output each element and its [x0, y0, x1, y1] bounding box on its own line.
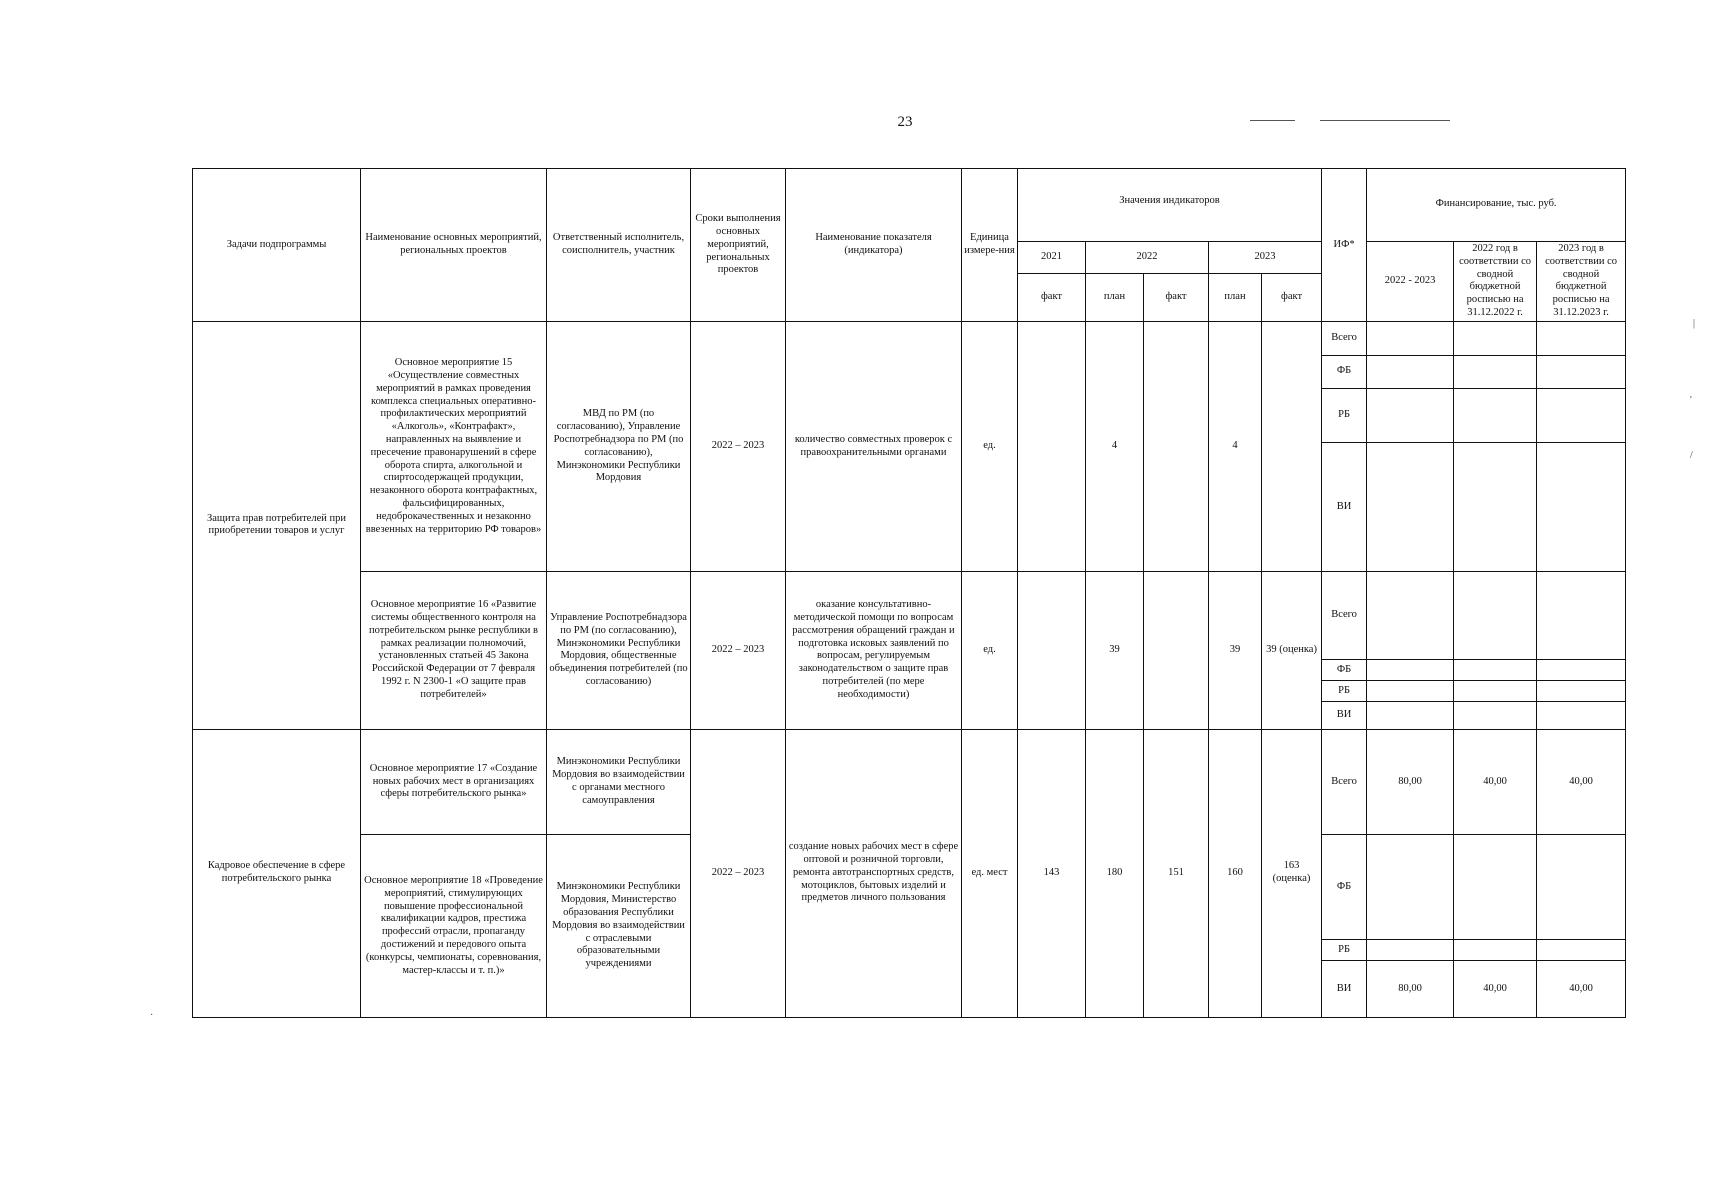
- fin-cell: [1367, 355, 1454, 388]
- measure-18-vi-2022: 40,00: [1454, 961, 1537, 1018]
- header-fact-2023: факт: [1262, 273, 1322, 321]
- fin-cell: [1537, 835, 1626, 940]
- header-year-2021: 2021: [1018, 241, 1086, 273]
- measure-17-18-terms: 2022 – 2023: [691, 729, 786, 1017]
- fin-cell: [1454, 940, 1537, 961]
- header-fact-2022: факт: [1144, 273, 1209, 321]
- measure-16-source-total: Всего: [1322, 572, 1367, 660]
- fin-cell: [1537, 388, 1626, 442]
- fin-cell: [1367, 681, 1454, 702]
- measure-17-18-fact-2023: 163 (оценка): [1262, 729, 1322, 1017]
- fin-cell: [1454, 355, 1537, 388]
- subprogram-table: [192, 168, 1626, 1018]
- measure-15-source-fb: ФБ: [1322, 355, 1367, 388]
- page-number: 23: [897, 114, 913, 130]
- scan-speck: |: [1693, 318, 1696, 329]
- measure-15-fact-2022: [1144, 322, 1209, 572]
- measure-17-18-indicator: создание новых рабочих мест в сфере оптовой и розничной торговли, ремонта автотранспортных средств, мотоциклов, бытовых изделий и предметов личного пользования: [786, 729, 962, 1017]
- fin-cell: [1537, 940, 1626, 961]
- measure-15-unit: ед.: [962, 322, 1018, 572]
- scan-speck: ': [1690, 395, 1692, 406]
- fin-cell: [1367, 572, 1454, 660]
- measure-15-plan-2023: 4: [1209, 322, 1262, 572]
- fin-cell: [1454, 835, 1537, 940]
- measure-17-name: Основное мероприятие 17 «Создание новых рабочих мест в организациях сферы потребительского рынка»: [361, 729, 547, 835]
- measure-17-18-fact-2021: 143: [1018, 729, 1086, 1017]
- header-task: Задачи подпрограммы: [193, 169, 361, 322]
- fin-cell: [1454, 660, 1537, 681]
- measure-15-source-vi: ВИ: [1322, 443, 1367, 572]
- measure-18-vi-2023: 40,00: [1537, 961, 1626, 1018]
- measure-18-source-vi: ВИ: [1322, 961, 1367, 1018]
- measure-16-executor: Управление Роспотребнадзора по РМ (по согласованию), Минэкономики Республики Мордовия, общественные объединения потребителей (по согласованию): [547, 572, 691, 729]
- fin-cell: [1454, 388, 1537, 442]
- header-indicator-values: Значения индикаторов: [1018, 169, 1322, 242]
- measure-16-plan-2023: 39: [1209, 572, 1262, 729]
- scan-speck: ·: [150, 1010, 154, 1021]
- task-consumer-protection: Защита прав потребителей при приобретении товаров и услуг: [193, 322, 361, 729]
- fin-cell: [1367, 322, 1454, 355]
- measure-17-source-total: Всего: [1322, 729, 1367, 835]
- measure-18-name: Основное мероприятие 18 «Проведение мероприятий, стимулирующих повышение профессиональной квалификации кадров, престижа профессий отрасли, пропаганду достижений и передового опыта (конкурсы, чемпионаты, соревнования, мастер-классы и т. п.)»: [361, 835, 547, 1018]
- measure-16-source-rb: РБ: [1322, 681, 1367, 702]
- measure-15-fact-2021: [1018, 322, 1086, 572]
- measure-17-executor: Минэкономики Республики Мордовия во взаимодействии с органами местного самоуправления: [547, 729, 691, 835]
- header-unit: Единица измере-ния: [962, 169, 1018, 322]
- measure-17-18-plan-2023: 160: [1209, 729, 1262, 1017]
- header-plan-2023: план: [1209, 273, 1262, 321]
- fin-cell: [1537, 702, 1626, 729]
- measure-16-indicator: оказание консультативно-методической помощи по вопросам рассмотрения обращений граждан и подготовка исковых заявлений по вопросам, регулируемым законодательством о защите прав потребителей (по мере необходимости): [786, 572, 962, 729]
- measure-17-18-unit: ед. мест: [962, 729, 1018, 1017]
- header-terms: Сроки выполнения основных мероприятий, региональных проектов: [691, 169, 786, 322]
- measure-17-total-2022: 40,00: [1454, 729, 1537, 835]
- fin-cell: [1367, 660, 1454, 681]
- measure-15-source-total: Всего: [1322, 322, 1367, 355]
- measure-16-fact-2021: [1018, 572, 1086, 729]
- header-plan-2022: план: [1086, 273, 1144, 321]
- measure-18-executor: Минэкономики Республики Мордовия, Министерство образования Республики Мордовия во взаимодействии с отраслевыми образовательными учреждениями: [547, 835, 691, 1018]
- measure-16-name: Основное мероприятие 16 «Развитие системы общественного контроля на потребительском рынке республики в рамках реализации полномочий, установленных статьей 45 Закона Российской Федерации от 7 февраля 1992 г. N 2300-1 «О защите прав потребителей»: [361, 572, 547, 729]
- fin-cell: [1367, 835, 1454, 940]
- scan-artifact-line: [1250, 120, 1295, 121]
- fin-cell: [1454, 322, 1537, 355]
- fin-cell: [1454, 702, 1537, 729]
- measure-17-total-2023: 40,00: [1537, 729, 1626, 835]
- fin-cell: [1537, 681, 1626, 702]
- fin-cell: [1454, 681, 1537, 702]
- measure-15-executor: МВД по РМ (по согласованию), Управление Роспотребнадзора по РМ (по согласованию), Минэкономики Республики Мордовия: [547, 322, 691, 572]
- measure-15-fact-2023: [1262, 322, 1322, 572]
- measure-16-fact-2023: 39 (оценка): [1262, 572, 1322, 729]
- fin-cell: [1367, 702, 1454, 729]
- measure-16-plan-2022: 39: [1086, 572, 1144, 729]
- measure-16-terms: 2022 – 2023: [691, 572, 786, 729]
- header-year-2022: 2022: [1086, 241, 1209, 273]
- header-fin-2022: 2022 год в соответствии со сводной бюджетной росписью на 31.12.2022 г.: [1454, 241, 1537, 322]
- measure-17-total-period: 80,00: [1367, 729, 1454, 835]
- measure-15-terms: 2022 – 2023: [691, 322, 786, 572]
- fin-cell: [1367, 443, 1454, 572]
- header-year-2023: 2023: [1209, 241, 1322, 273]
- header-indicator: Наименование показателя (индикатора): [786, 169, 962, 322]
- header-fin-period: 2022 - 2023: [1367, 241, 1454, 322]
- header-measure: Наименование основных мероприятий, региональных проектов: [361, 169, 547, 322]
- fin-cell: [1537, 322, 1626, 355]
- measure-18-vi-period: 80,00: [1367, 961, 1454, 1018]
- fin-cell: [1537, 660, 1626, 681]
- fin-cell: [1367, 388, 1454, 442]
- task-staffing: Кадровое обеспечение в сфере потребительского рынка: [193, 729, 361, 1017]
- measure-16-source-vi: ВИ: [1322, 702, 1367, 729]
- header-executor: Ответственный исполнитель, соисполнитель, участник: [547, 169, 691, 322]
- measure-17-18-fact-2022: 151: [1144, 729, 1209, 1017]
- header-fin-2023: 2023 год в соответствии со сводной бюджетной росписью на 31.12.2023 г.: [1537, 241, 1626, 322]
- fin-cell: [1454, 572, 1537, 660]
- fin-cell: [1537, 443, 1626, 572]
- measure-16-unit: ед.: [962, 572, 1018, 729]
- measure-15-name: Основное мероприятие 15 «Осуществление совместных мероприятий в рамках проведения комплекса специальных оперативно-профилактических мероприятий «Алкоголь», «Контрафакт», направленных на выявление и пресечение правонарушений в сфере оборота спирта, алкогольной и спиртосодержащей продукции, незаконного оборота контрафактных, фальсифицированных, недоброкачественных и незаконно ввезенных на территорию РФ товаров»: [361, 322, 547, 572]
- header-financing: Финансирование, тыс. руб.: [1367, 169, 1626, 242]
- measure-15-plan-2022: 4: [1086, 322, 1144, 572]
- measure-17-18-plan-2022: 180: [1086, 729, 1144, 1017]
- measure-18-source-rb: РБ: [1322, 940, 1367, 961]
- scan-speck: /: [1690, 450, 1693, 461]
- measure-16-fact-2022: [1144, 572, 1209, 729]
- measure-16-source-fb: ФБ: [1322, 660, 1367, 681]
- measure-15-indicator: количество совместных проверок с правоохранительными органами: [786, 322, 962, 572]
- fin-cell: [1367, 940, 1454, 961]
- fin-cell: [1454, 443, 1537, 572]
- header-source: ИФ*: [1322, 169, 1367, 322]
- scan-artifact-line: [1320, 120, 1450, 121]
- measure-15-source-rb: РБ: [1322, 388, 1367, 442]
- fin-cell: [1537, 355, 1626, 388]
- header-fact-2021: факт: [1018, 273, 1086, 321]
- measure-18-source-fb: ФБ: [1322, 835, 1367, 940]
- fin-cell: [1537, 572, 1626, 660]
